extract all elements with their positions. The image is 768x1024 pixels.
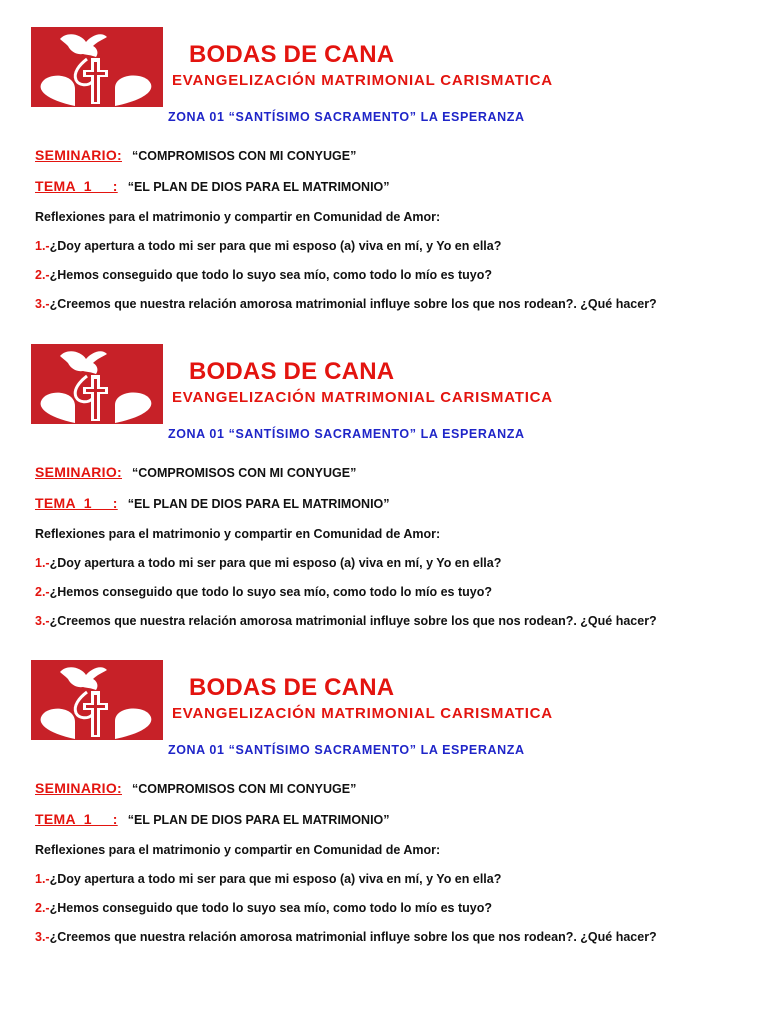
question-number: 3.- [35, 930, 50, 944]
seminario-text: “COMPROMISOS CON MI CONYUGE” [132, 466, 357, 480]
tema-text: “EL PLAN DE DIOS PARA EL MATRIMONIO” [127, 497, 390, 511]
question-number: 2.- [35, 268, 50, 282]
intro-text: Reflexiones para el matrimonio y compartir en Comunidad de Amor: [35, 527, 441, 541]
tema-text: “EL PLAN DE DIOS PARA EL MATRIMONIO” [127, 180, 390, 194]
zona-line: ZONA 01 “SANTÍSIMO SACRAMENTO” LA ESPERANZA [168, 743, 525, 757]
seminario-label: SEMINARIO: [35, 464, 122, 480]
flyer-section [0, 660, 768, 960]
question-text: ¿Doy apertura a todo mi ser para que mi esposo (a) viva en mí, y Yo en ella? [49, 872, 502, 886]
title: BODAS DE CANA [189, 41, 395, 68]
bodas-de-cana-logo [31, 344, 163, 424]
seminario-line [35, 464, 356, 480]
question-number: 1.- [35, 239, 50, 253]
question-text: ¿Hemos conseguido que todo lo suyo sea mío, como todo lo mío es tuyo? [49, 268, 492, 282]
bodas-de-cana-logo [31, 660, 163, 740]
intro-text: Reflexiones para el matrimonio y compartir en Comunidad de Amor: [35, 210, 441, 224]
intro-text: Reflexiones para el matrimonio y compartir en Comunidad de Amor: [35, 843, 441, 857]
dove-hearts-logo-icon [31, 27, 163, 107]
dove-hearts-logo-icon [31, 344, 163, 424]
dove-hearts-logo-icon [31, 660, 163, 740]
title: BODAS DE CANA [189, 674, 395, 701]
seminario-text: “COMPROMISOS CON MI CONYUGE” [132, 149, 357, 163]
seminario-line [35, 780, 356, 796]
seminario-label: SEMINARIO: [35, 147, 122, 163]
question-3 [35, 614, 657, 628]
tema-text: “EL PLAN DE DIOS PARA EL MATRIMONIO” [127, 813, 390, 827]
title: BODAS DE CANA [189, 358, 395, 385]
tema-line [35, 495, 390, 511]
bodas-de-cana-logo [31, 27, 163, 107]
seminario-line [35, 147, 356, 163]
zona-line: ZONA 01 “SANTÍSIMO SACRAMENTO” LA ESPERANZA [168, 110, 525, 124]
subtitle: EVANGELIZACIÓN MATRIMONIAL CARISMATICA [172, 72, 553, 89]
question-2 [35, 268, 492, 282]
question-1 [35, 556, 501, 570]
tema-line [35, 811, 390, 827]
question-text: ¿Doy apertura a todo mi ser para que mi esposo (a) viva en mí, y Yo en ella? [49, 556, 502, 570]
question-text: ¿Hemos conseguido que todo lo suyo sea mío, como todo lo mío es tuyo? [49, 901, 492, 915]
question-2 [35, 585, 492, 599]
question-3 [35, 297, 657, 311]
question-number: 2.- [35, 901, 50, 915]
question-3 [35, 930, 657, 944]
question-number: 1.- [35, 872, 50, 886]
question-number: 1.- [35, 556, 50, 570]
question-number: 3.- [35, 297, 50, 311]
question-text: ¿Creemos que nuestra relación amorosa matrimonial influye sobre los que nos rodean?. ¿Qué hacer? [49, 297, 657, 311]
flyer-section [0, 27, 768, 327]
tema-line [35, 178, 390, 194]
zona-line: ZONA 01 “SANTÍSIMO SACRAMENTO” LA ESPERANZA [168, 427, 525, 441]
tema-label: TEMA 1 : [35, 178, 118, 194]
flyer-section [0, 344, 768, 644]
subtitle: EVANGELIZACIÓN MATRIMONIAL CARISMATICA [172, 389, 553, 406]
question-1 [35, 239, 501, 253]
question-1 [35, 872, 501, 886]
question-text: ¿Creemos que nuestra relación amorosa matrimonial influye sobre los que nos rodean?. ¿Qué hacer? [49, 930, 657, 944]
question-number: 2.- [35, 585, 50, 599]
tema-label: TEMA 1 : [35, 811, 118, 827]
question-text: ¿Doy apertura a todo mi ser para que mi esposo (a) viva en mí, y Yo en ella? [49, 239, 502, 253]
question-text: ¿Hemos conseguido que todo lo suyo sea mío, como todo lo mío es tuyo? [49, 585, 492, 599]
seminario-label: SEMINARIO: [35, 780, 122, 796]
question-2 [35, 901, 492, 915]
subtitle: EVANGELIZACIÓN MATRIMONIAL CARISMATICA [172, 705, 553, 722]
question-number: 3.- [35, 614, 50, 628]
tema-label: TEMA 1 : [35, 495, 118, 511]
seminario-text: “COMPROMISOS CON MI CONYUGE” [132, 782, 357, 796]
question-text: ¿Creemos que nuestra relación amorosa matrimonial influye sobre los que nos rodean?. ¿Qué hacer? [49, 614, 657, 628]
